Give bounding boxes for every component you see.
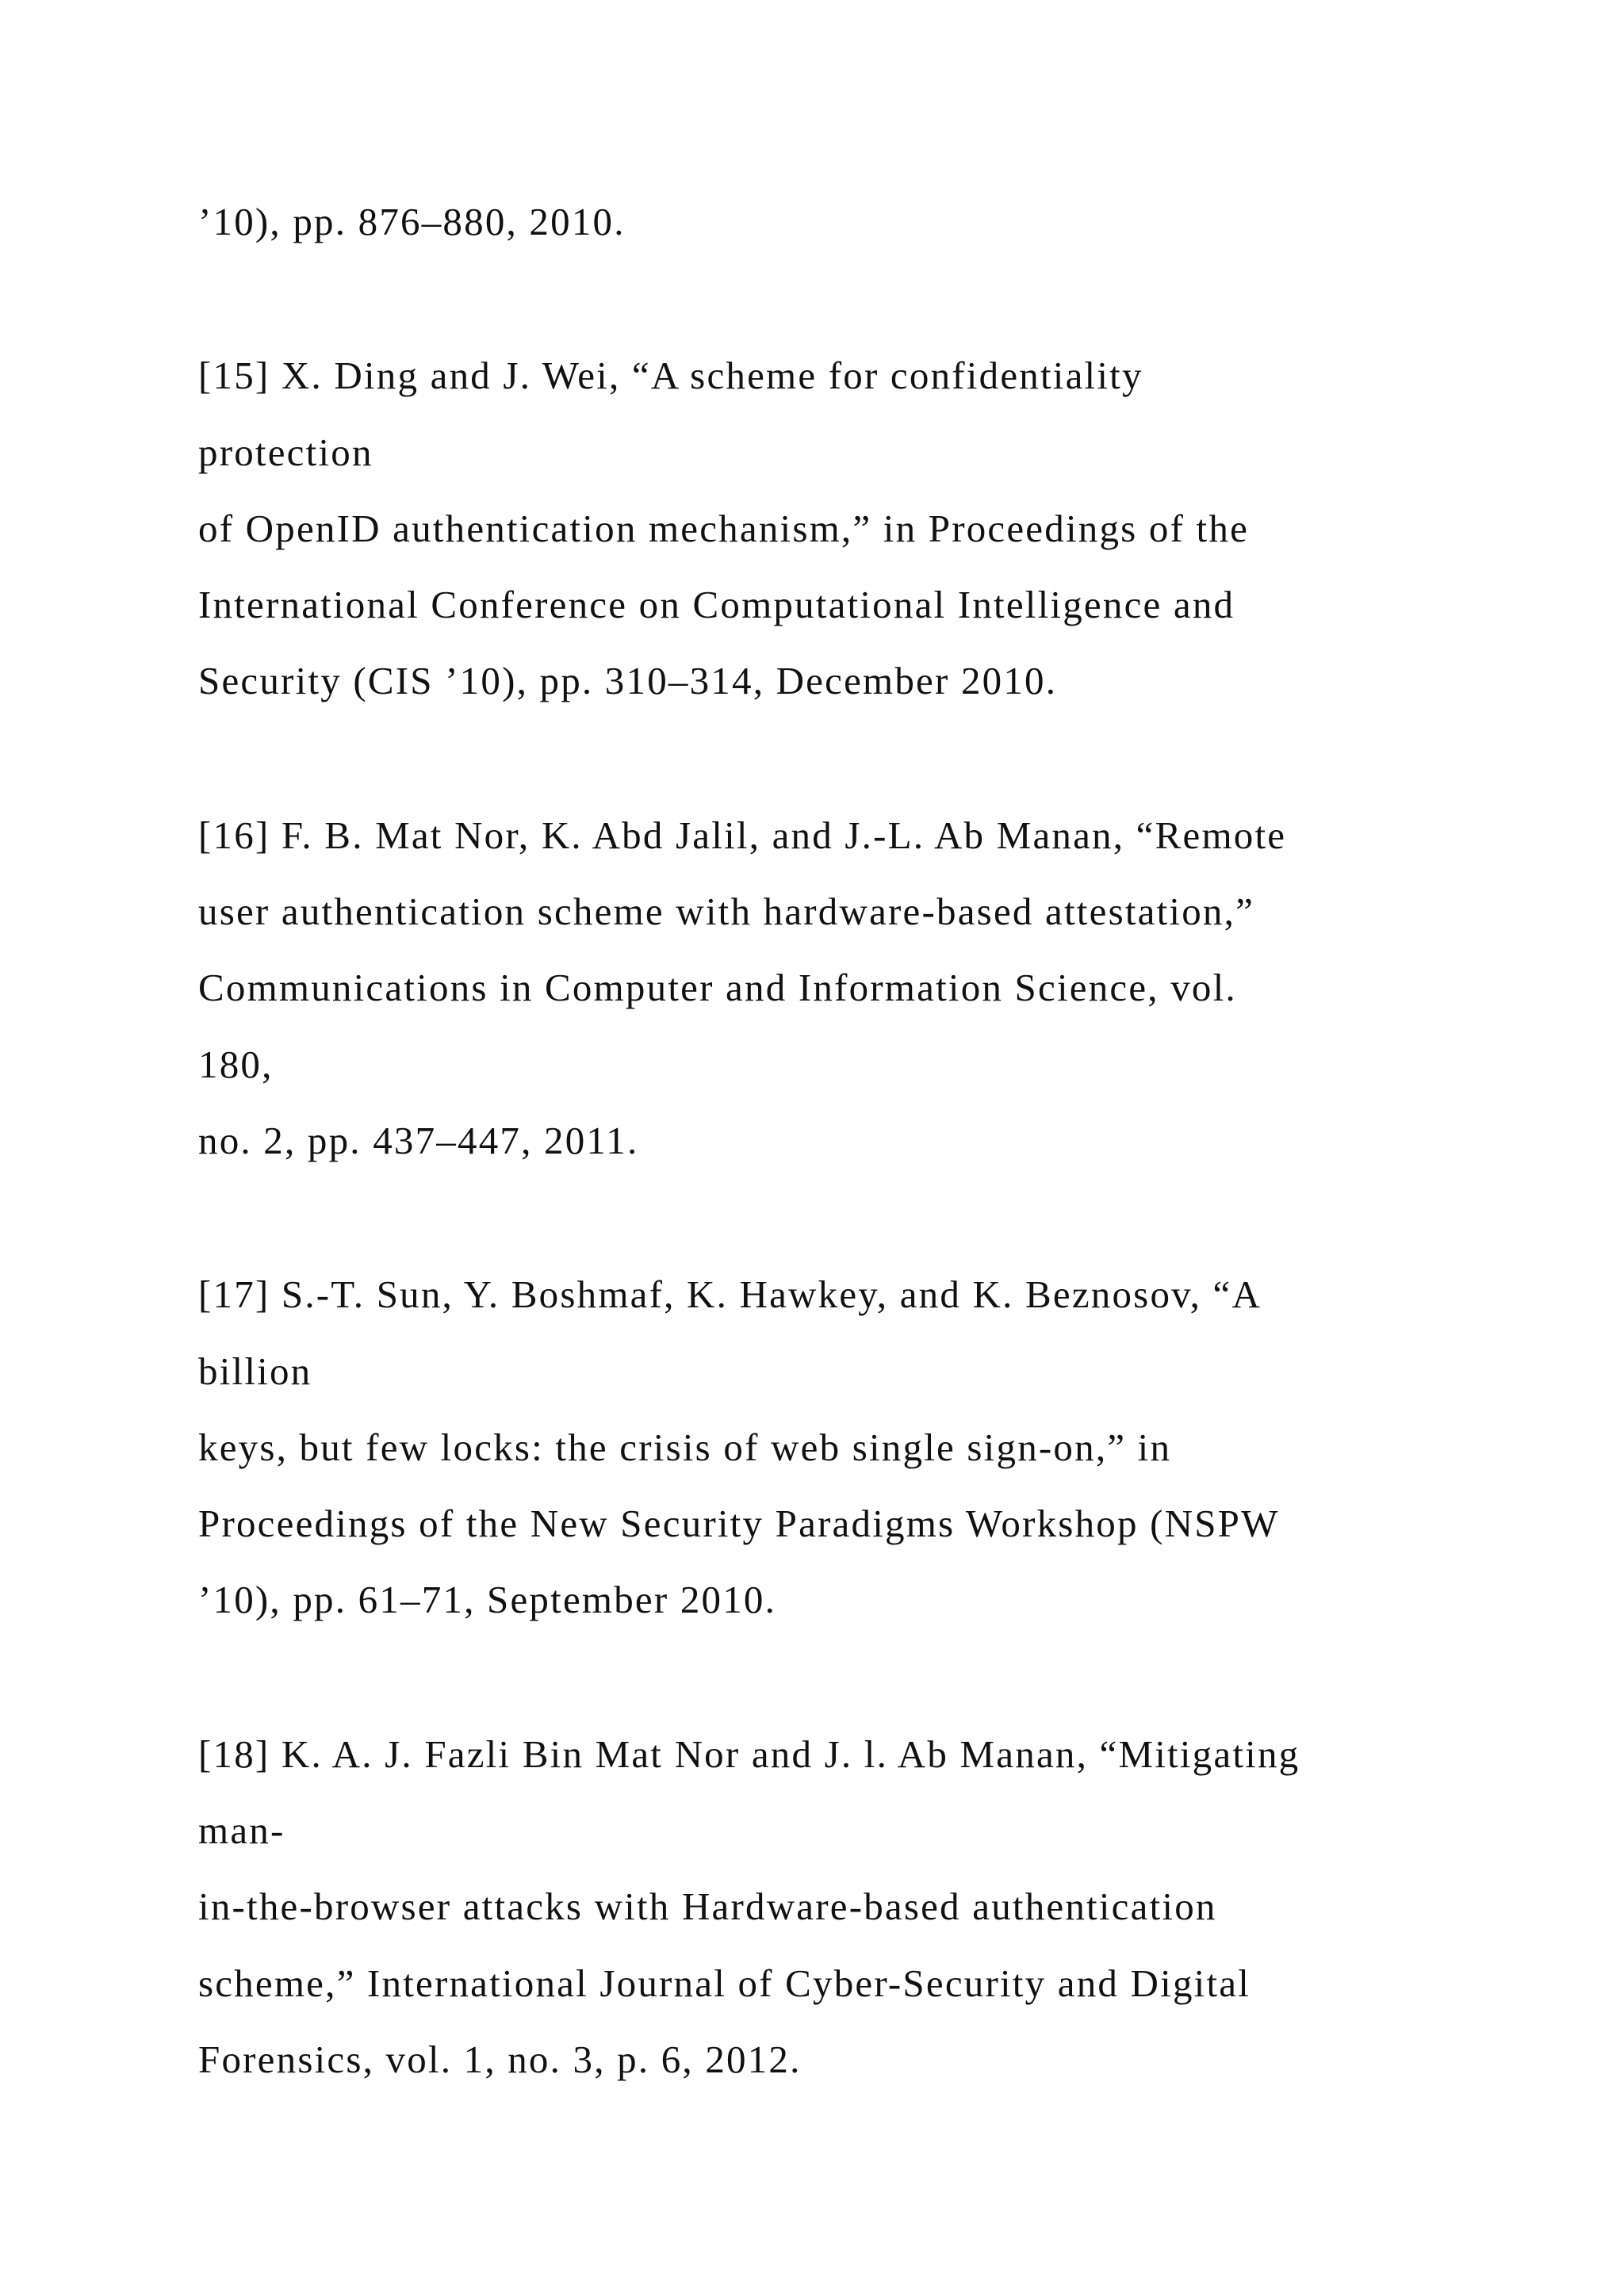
reference-line: ’10), pp. 876–880, 2010. <box>198 200 626 243</box>
reference-list <box>198 184 1546 2175</box>
reference-entry-15 <box>198 338 1546 719</box>
reference-line: user authentication scheme with hardware-based attestation,” <box>198 890 1255 934</box>
reference-line: [15] X. Ding and J. Wei, “A scheme for confidentiality <box>198 354 1143 398</box>
reference-line: Proceedings of the New Security Paradigms Workshop (NSPW <box>198 1502 1280 1546</box>
reference-line: Communications in Computer and Information Science, vol. <box>198 966 1237 1010</box>
reference-entry-16 <box>198 798 1546 1179</box>
reference-line: no. 2, pp. 437–447, 2011. <box>198 1118 639 1162</box>
reference-line: man- <box>198 1808 285 1853</box>
reference-line: Security (CIS ’10), pp. 310–314, December 2010. <box>198 659 1058 703</box>
reference-entry-14-continuation <box>198 184 1546 260</box>
reference-line: of OpenID authentication mechanism,” in Proceedings of the <box>198 506 1250 550</box>
reference-line: [18] K. A. J. Fazli Bin Mat Nor and J. l. Ab Manan, “Mitigating <box>198 1732 1300 1776</box>
reference-entry-18 <box>198 1716 1546 2098</box>
reference-line: protection <box>198 430 373 474</box>
reference-line: Forensics, vol. 1, no. 3, p. 6, 2012. <box>198 2037 802 2081</box>
reference-line: ’10), pp. 61–71, September 2010. <box>198 1578 777 1622</box>
reference-entry-17 <box>198 1257 1546 1638</box>
reference-line: 180, <box>198 1042 274 1086</box>
reference-line: billion <box>198 1349 312 1393</box>
reference-line: keys, but few locks: the crisis of web single sign-on,” in <box>198 1425 1172 1469</box>
reference-line: [17] S.-T. Sun, Y. Boshmaf, K. Hawkey, and K. Beznosov, “A <box>198 1272 1262 1317</box>
reference-line: in-the-browser attacks with Hardware-based authentication <box>198 1885 1217 1929</box>
reference-line: International Conference on Computational Intelligence and <box>198 583 1235 627</box>
reference-line: scheme,” International Journal of Cyber-Security and Digital <box>198 1961 1251 2005</box>
reference-line: [16] F. B. Mat Nor, K. Abd Jalil, and J.-L. Ab Manan, “Remote <box>198 813 1287 857</box>
